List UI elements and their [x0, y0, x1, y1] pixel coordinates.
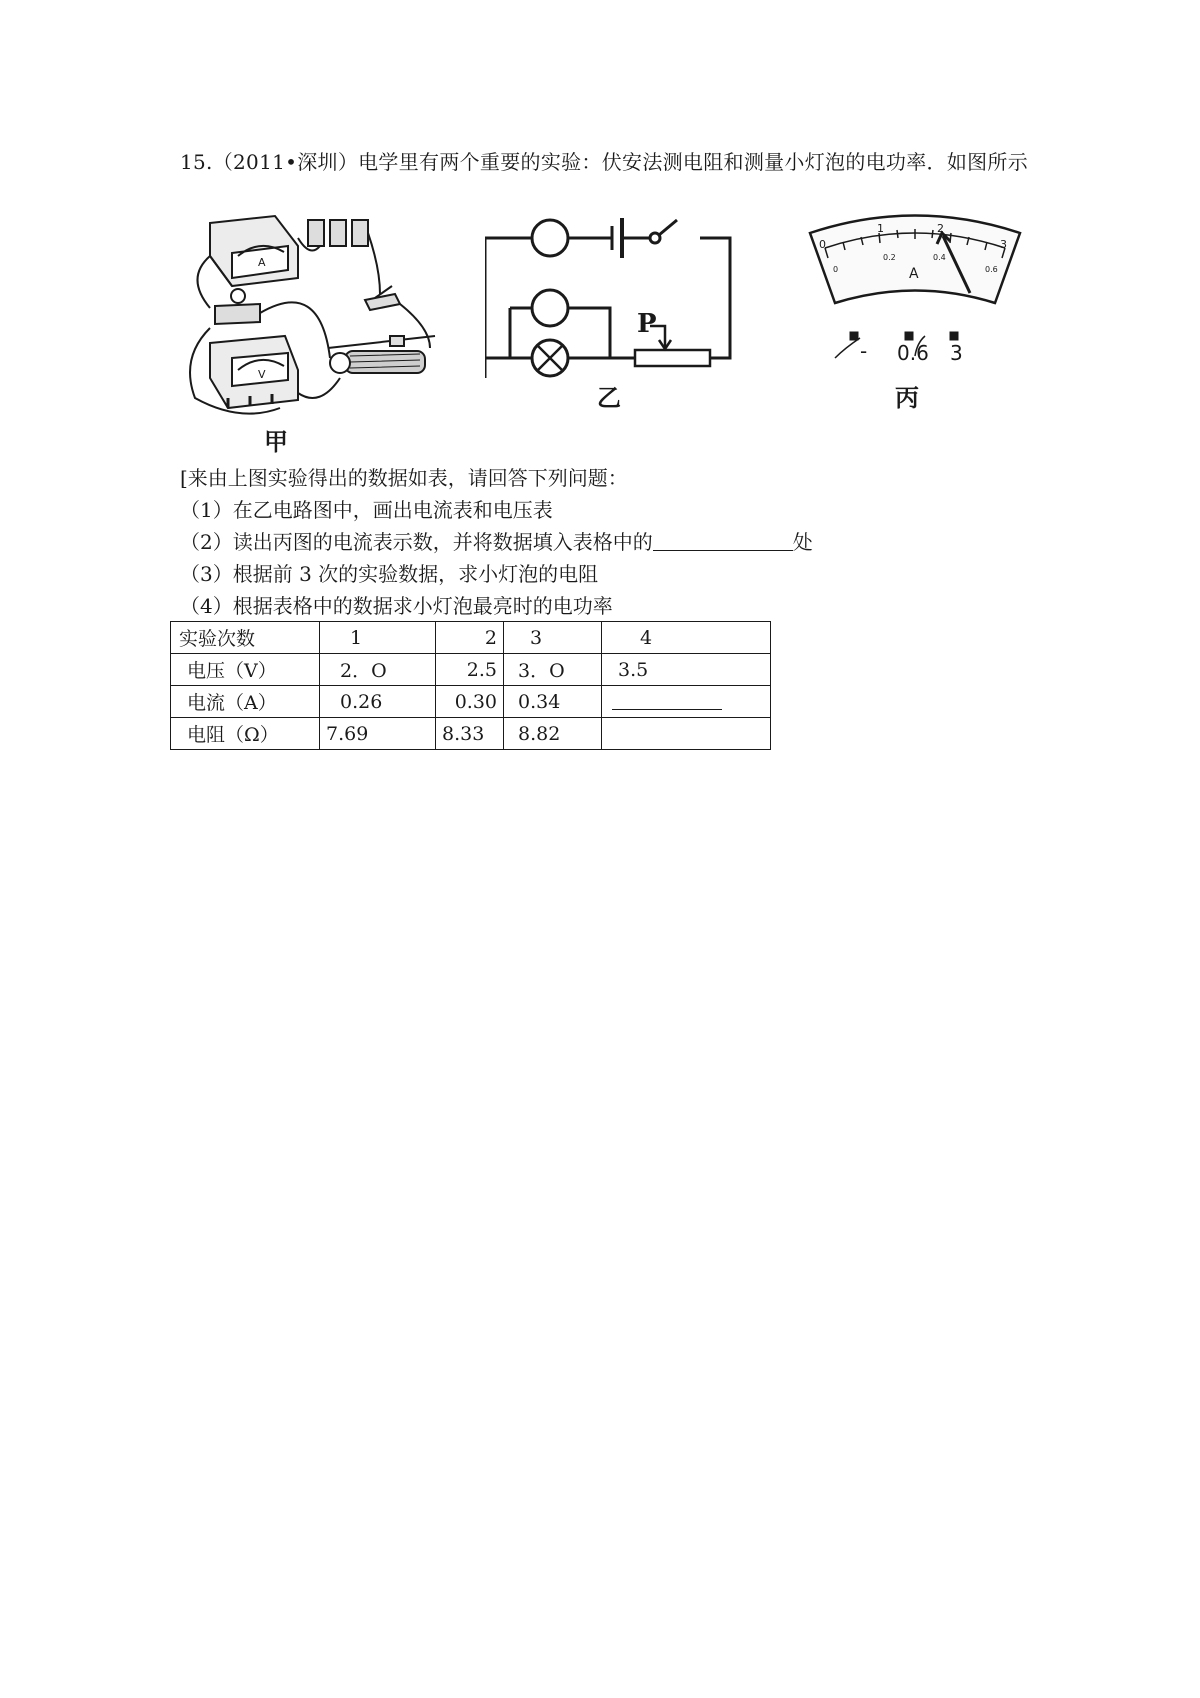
table-cell: 2．O [320, 654, 436, 686]
intro-line: [来由上图实验得出的数据如表，请回答下列问题： [180, 466, 628, 490]
slider-label-p: P [637, 309, 657, 339]
table-cell: 3 [504, 622, 602, 654]
terminal-minus: - [860, 339, 868, 363]
data-table [170, 621, 771, 750]
table-cell [602, 718, 771, 750]
table-cell: 0.30 [436, 686, 504, 718]
question-body [180, 462, 1040, 622]
table-cell: 8.82 [504, 718, 602, 750]
figure-bing [805, 208, 1035, 458]
svg-text:V: V [258, 368, 266, 381]
figures-row [180, 208, 1040, 458]
table-cell: 2 [436, 622, 504, 654]
table-row [171, 654, 771, 686]
question-number: 15. [180, 150, 213, 174]
question-stem [180, 146, 1030, 178]
table-cell: 2.5 [436, 654, 504, 686]
figure-yi-label: 乙 [597, 384, 621, 412]
table-cell: 3．O [504, 654, 602, 686]
table-cell: 4 [602, 622, 771, 654]
dial-bottom-0: 0 [833, 265, 839, 274]
question-source: （2011•深圳） [212, 150, 359, 174]
figure-jia-label: 甲 [264, 428, 288, 456]
svg-text:A: A [258, 256, 266, 269]
item-2-suffix: 处 [792, 530, 813, 554]
table-cell: 电压（V） [171, 654, 320, 686]
table-cell: 电流（A） [171, 686, 320, 718]
table-cell: 实验次数 [171, 622, 320, 654]
current-answer-cell[interactable] [602, 686, 771, 718]
question-text: 电学里有两个重要的实验：伏安法测电阻和测量小灯泡的电功率．如图所示 [358, 150, 1029, 174]
terminal-0-6: 0.6 [897, 341, 929, 365]
dial-top-2: 2 [937, 222, 944, 235]
ammeter-dial [805, 208, 1035, 408]
item-2-line [180, 526, 1040, 558]
dial-unit: A [909, 266, 919, 282]
table-cell: 8.33 [436, 718, 504, 750]
figure-yi [485, 208, 745, 458]
dial-bottom-1: 0.2 [883, 253, 896, 262]
current-answer-blank[interactable] [612, 691, 722, 710]
table-row [171, 718, 771, 750]
table-header-row [171, 622, 771, 654]
table-cell: 7.69 [320, 718, 436, 750]
terminal-3: 3 [950, 341, 963, 365]
dial-bottom-3: 0.6 [985, 265, 998, 274]
figure-bing-label: 丙 [895, 384, 919, 412]
table-cell: 0.26 [320, 686, 436, 718]
figure-jia [180, 208, 440, 458]
dial-bottom-2: 0.4 [933, 253, 946, 262]
table-cell: 电阻（Ω） [171, 718, 320, 750]
table-row [171, 686, 771, 718]
dial-top-1: 1 [877, 222, 884, 235]
item-2: （2）读出丙图的电流表示数，并将数据填入表格中的 [180, 530, 653, 554]
table-cell: 3.5 [602, 654, 771, 686]
dial-top-3: 3 [1000, 238, 1007, 251]
apparatus-sketch [180, 208, 440, 420]
item-1: （1）在乙电路图中，画出电流表和电压表 [180, 498, 553, 522]
table-cell: 1 [320, 622, 436, 654]
table-cell: 0.34 [504, 686, 602, 718]
item-4: （4）根据表格中的数据求小灯泡最亮时的电功率 [180, 594, 613, 618]
dial-top-0: 0 [819, 238, 826, 251]
item-3: （3）根据前 3 次的实验数据，求小灯泡的电阻 [180, 562, 599, 586]
answer-blank[interactable] [653, 530, 793, 551]
